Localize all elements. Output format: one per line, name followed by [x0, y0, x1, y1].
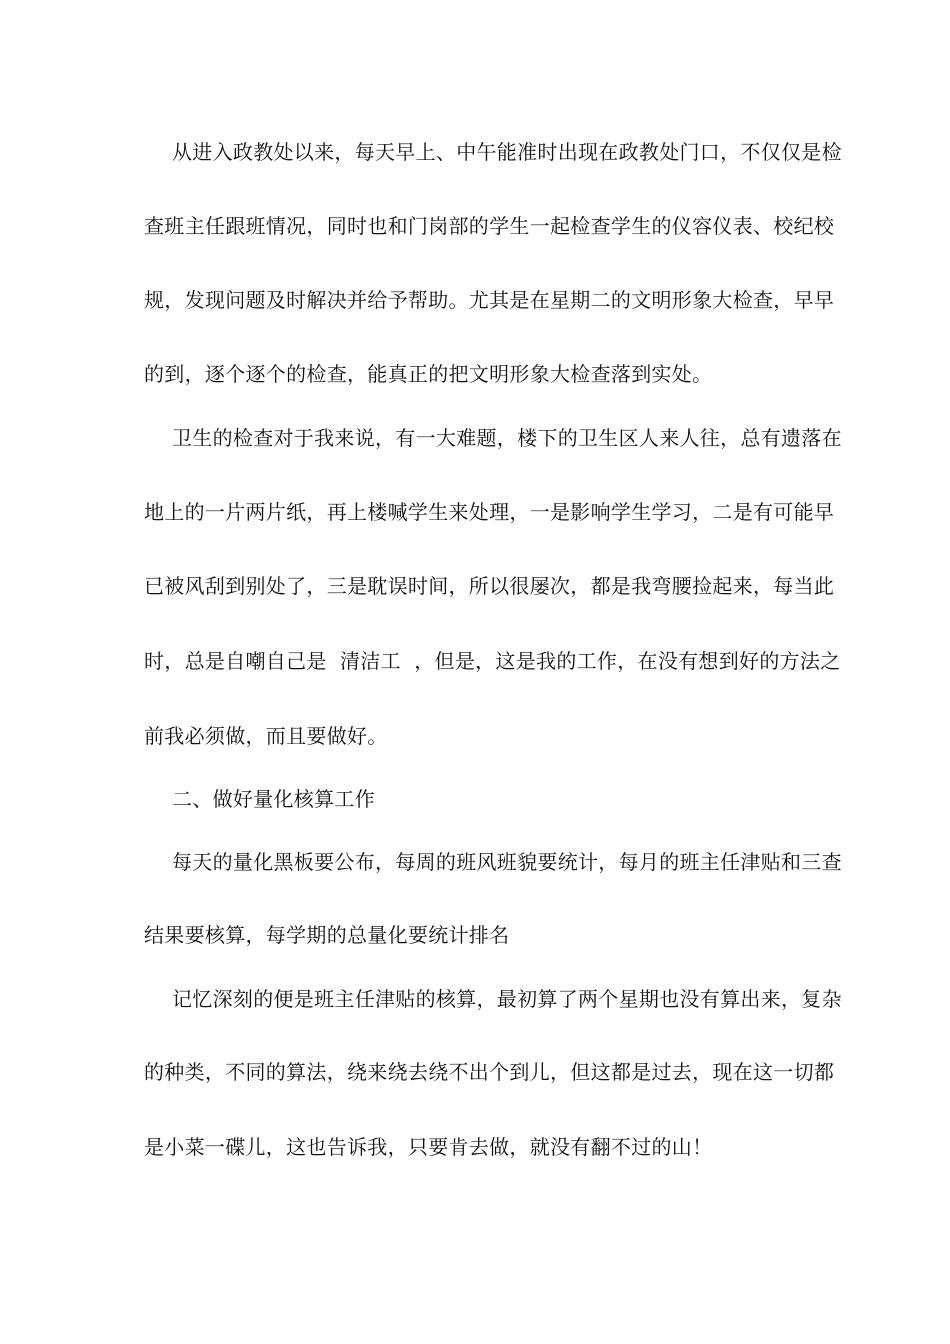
paragraph-3-line-2: 结果要核算，每学期的总量化要统计排名 [144, 923, 510, 947]
paragraph-1-line-1: 从进入政教处以来，每天早上、中午能准时出现在政教处门口，不仅仅是检 [172, 140, 842, 164]
paragraph-4-line-3: 是小菜一碟儿，这也告诉我，只要肯去做，就没有翻不过的山！ [144, 1135, 713, 1159]
paragraph-2-line-3: 已被风刮到别处了，三是耽误时间，所以很屡次，都是我弯腰捡起来，每当此 [144, 574, 835, 598]
paragraph-4-line-2: 的种类，不同的算法，绕来绕去绕不出个到儿，但这都是过去，现在这一切都 [144, 1060, 835, 1084]
paragraph-2-line-1: 卫生的检查对于我来说，有一大难题，楼下的卫生区人来人往，总有遗落在 [172, 426, 842, 450]
paragraph-1-line-3: 规，发现问题及时解决并给予帮助。尤其是在星期二的文明形象大检查，早早 [144, 288, 835, 312]
paragraph-2-line-2: 地上的一片两片纸，再上楼喊学生来处理，一是影响学生学习，二是有可能早 [144, 500, 835, 524]
paragraph-2-line-5: 前我必须做，而且要做好。 [144, 724, 388, 748]
section-heading: 二、做好量化核算工作 [172, 787, 375, 811]
paragraph-4-line-1: 记忆深刻的便是班主任津贴的核算，最初算了两个星期也没有算出来，复杂 [172, 987, 842, 1011]
paragraph-1-line-4: 的到，逐个逐个的检查，能真正的把文明形象大检查落到实处。 [144, 362, 713, 386]
paragraph-2-line-4: 时，总是自嘲自己是 清洁工 ，但是，这是我的工作，在没有想到好的方法之 [144, 649, 841, 673]
paragraph-3-line-1: 每天的量化黑板要公布，每周的班风班貌要统计，每月的班主任津贴和三查 [172, 850, 842, 874]
paragraph-1-line-2: 查班主任跟班情况，同时也和门岗部的学生一起检查学生的仪容仪表、校纪校 [144, 214, 835, 238]
